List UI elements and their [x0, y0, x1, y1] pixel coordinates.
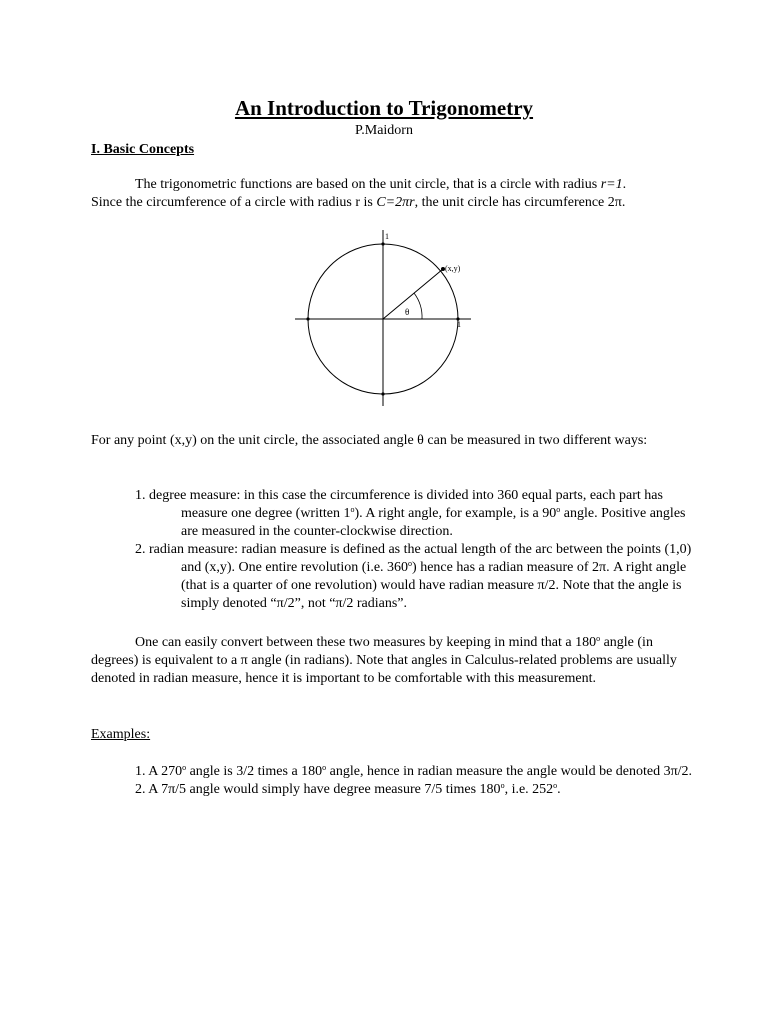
point-neg1-0-marker [306, 317, 309, 320]
degree-sign: o [350, 505, 355, 514]
convert-text-b: angle (in degrees) is equivalent to a π angle (in radians). Note that angles in Calculus-related problems are usually denoted in radian measure, hence it is important to be comfortable with this measurement. [91, 635, 677, 686]
conversion-paragraph [91, 634, 691, 688]
point-0-1-marker [381, 242, 384, 245]
list1-text-b: ). A right angle, for example, is a 90 [354, 506, 557, 521]
convert-text-a: One can easily convert between these two measures by keeping in mind that a 180 [135, 635, 597, 650]
intro-paragraph [91, 176, 691, 212]
list1-text-a: 1. degree measure: in this case the circumference is divided into 360 equal parts, each part has measure one degree (written 1 [135, 488, 663, 521]
intro-radius-formula: r=1 [600, 177, 623, 192]
author-name: P.Maidorn [355, 123, 413, 138]
examples-heading: Examples: [91, 727, 151, 742]
list-item-radian [135, 541, 695, 613]
list-item-degree [135, 487, 695, 541]
intro-text-2b: , the unit circle has circumference 2π. [414, 195, 626, 210]
list1-text-c: angle. Positive angles are measured in the counter-clockwise direction. [181, 506, 686, 539]
ex2-text-a: 2. A 7π/5 angle would simply have degree measure 7/5 times 180 [135, 782, 501, 797]
intro-text-2a: Since the circumference of a circle with radius r is [91, 195, 377, 210]
degree-sign: o [182, 763, 187, 772]
label-theta: θ [405, 307, 410, 317]
ex2-text-c: . [557, 782, 561, 797]
point-0-neg1-marker [381, 392, 384, 395]
example-item-1 [135, 763, 695, 781]
measure-list [135, 487, 695, 613]
intro-line-1 [91, 176, 691, 194]
radius-line [383, 269, 443, 319]
example-item-2 [135, 781, 695, 799]
section-heading-basic-concepts: I. Basic Concepts [91, 142, 195, 157]
ex1-text-b: angle is 3/2 times a 180 [186, 764, 323, 779]
label-right-one: 1 [457, 320, 461, 329]
unit-circle-figure [289, 224, 479, 414]
degree-sign: o [322, 763, 327, 772]
intro-line-2 [91, 194, 691, 212]
list2-text-b: ) hence has a radian measure of 2π. A right angle (that is a quarter of one revolution) would have radian measure π/2. Note that the angle is simply denoted “π/2”, not “π/2 radians”. [181, 560, 687, 611]
label-point-xy: (x,y) [445, 264, 461, 273]
ex2-text-b: , i.e. 252 [504, 782, 554, 797]
degree-sign: o [553, 781, 558, 790]
degree-sign: o [556, 505, 561, 514]
degree-sign: o [596, 634, 601, 643]
list2-text-a: 2. radian measure: radian measure is defined as the actual length of the arc between the points (1,0) and (x,y). One entire revolution (i.e. 360 [135, 542, 692, 575]
angle-arc [414, 293, 422, 319]
label-top-one: 1 [385, 232, 389, 241]
ex1-text-c: angle, hence in radian measure the angle would be denoted 3π/2. [326, 764, 693, 779]
angle-measure-paragraph: For any point (x,y) on the unit circle, the associated angle θ can be measured in two different ways: [91, 433, 648, 448]
degree-sign: o [408, 559, 413, 568]
document-title: An Introduction to Trigonometry [234, 96, 534, 120]
examples-list [135, 763, 695, 799]
degree-sign: o [500, 781, 505, 790]
intro-text-1: The trigonometric functions are based on the unit circle, that is a circle with radius [135, 177, 601, 192]
unit-circle-diagram [289, 224, 479, 414]
intro-text-1-end: . [622, 177, 627, 192]
ex1-text-a: 1. A 270 [135, 764, 183, 779]
intro-circumference-formula: C=2πr [376, 195, 415, 210]
